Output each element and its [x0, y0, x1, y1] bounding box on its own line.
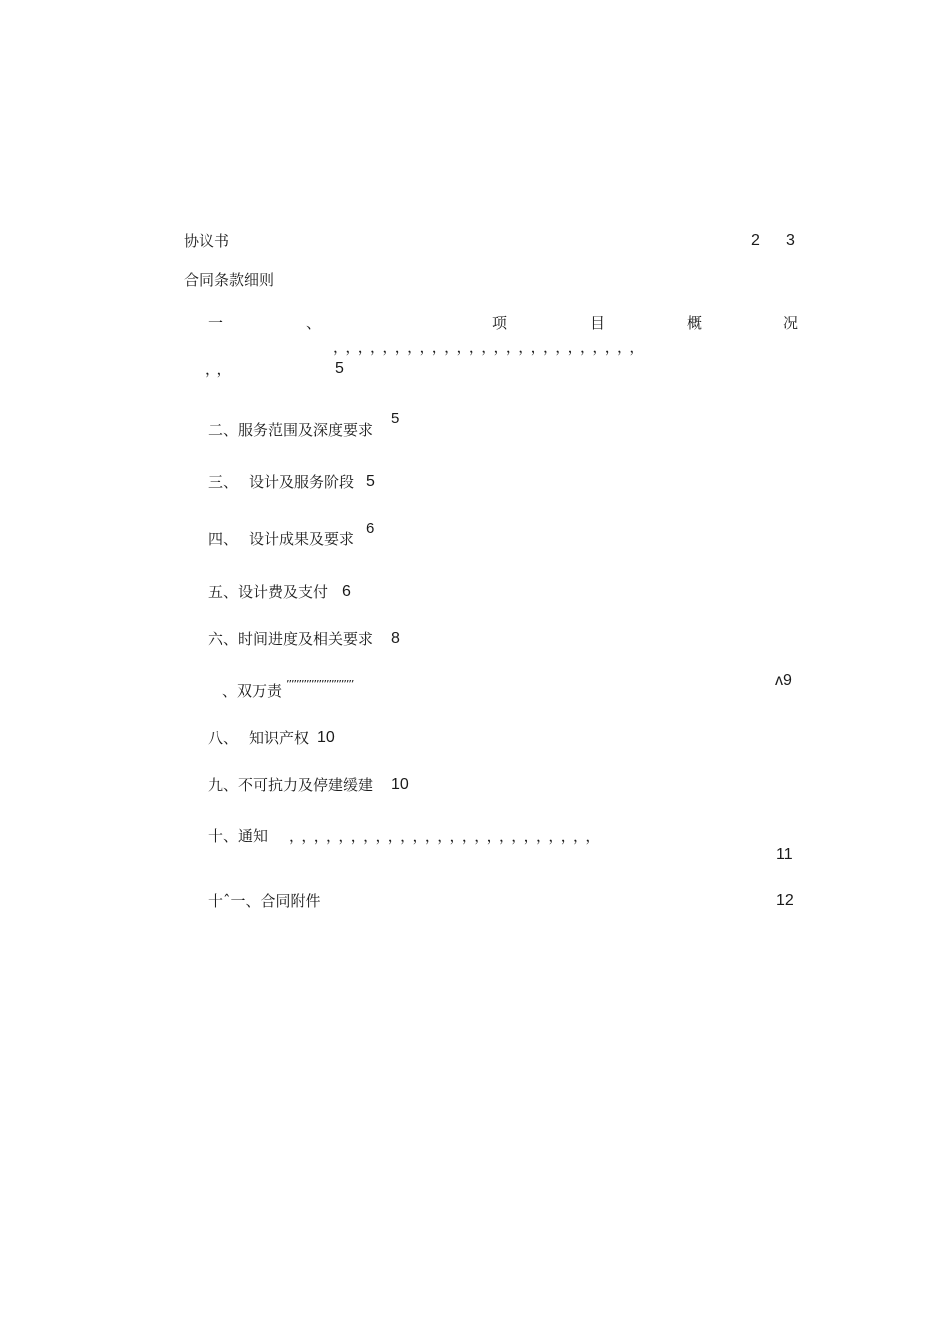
toc-prefix-s4: 四、	[208, 530, 239, 548]
toc-entry-s6: 六、时间进度及相关要求	[208, 630, 374, 648]
toc-page-s4: 6	[366, 520, 375, 537]
toc-s1-char-2: 、	[306, 314, 322, 332]
toc-s1-char-6: 况	[783, 314, 799, 332]
toc-page-s10: 11	[776, 846, 793, 863]
toc-entry-s9: 九、不可抗力及停建缓建	[208, 776, 374, 794]
toc-s1-leader-row2: ，，	[205, 360, 236, 378]
toc-entry-s4: 设计成果及要求	[249, 530, 355, 548]
toc-s1-leader-row1: ，，，，，，，，，，，，，，，，，，，，，，，，，	[333, 338, 650, 356]
toc-s1-char-5: 概	[687, 314, 703, 332]
toc-s7-leader: ’’’’’’’’’’’’’’’’’’’’’’’’’’’	[286, 678, 354, 691]
toc-entry-general-terms: 合同条款细则	[184, 271, 275, 289]
toc-entry-s2: 二、服务范围及深度要求	[208, 421, 374, 439]
toc-page-s7: ʌ9	[775, 672, 792, 689]
toc-page-s6: 8	[391, 630, 400, 647]
toc-page-s5: 6	[342, 583, 351, 600]
toc-s1-char-1: 一	[208, 314, 224, 332]
toc-entry-s3: 设计及服务阶段	[249, 473, 355, 491]
toc-s1-char-4: 目	[590, 314, 606, 332]
toc-entry-s8: 知识产权	[249, 729, 310, 747]
toc-prefix-s3: 三、	[208, 473, 239, 491]
toc-s1-page: 5	[335, 360, 344, 377]
toc-page-s9: 10	[391, 776, 409, 793]
toc-entry-s7: 、双万责	[222, 682, 283, 700]
toc-page-agreement-a: 2	[751, 232, 760, 249]
toc-page-s8: 10	[317, 729, 335, 746]
toc-s1-char-3: 项	[492, 314, 508, 332]
toc-prefix-s8: 八、	[208, 729, 239, 747]
toc-entry-agreement: 协议书	[184, 232, 230, 250]
toc-entry-s10: 十、通知	[208, 827, 269, 845]
toc-page-s11: 12	[776, 892, 794, 909]
toc-page-agreement-b: 3	[786, 232, 795, 249]
toc-s10-leader: ，，，，，，，，，，，，，，，，，，，，，，，，，	[289, 827, 606, 845]
toc-entry-s5: 五、设计费及支付	[208, 583, 329, 601]
toc-entry-s11: 十ˆ一、合同附件	[208, 892, 321, 910]
toc-page-s2: 5	[391, 410, 400, 427]
toc-page-s3: 5	[366, 473, 375, 490]
